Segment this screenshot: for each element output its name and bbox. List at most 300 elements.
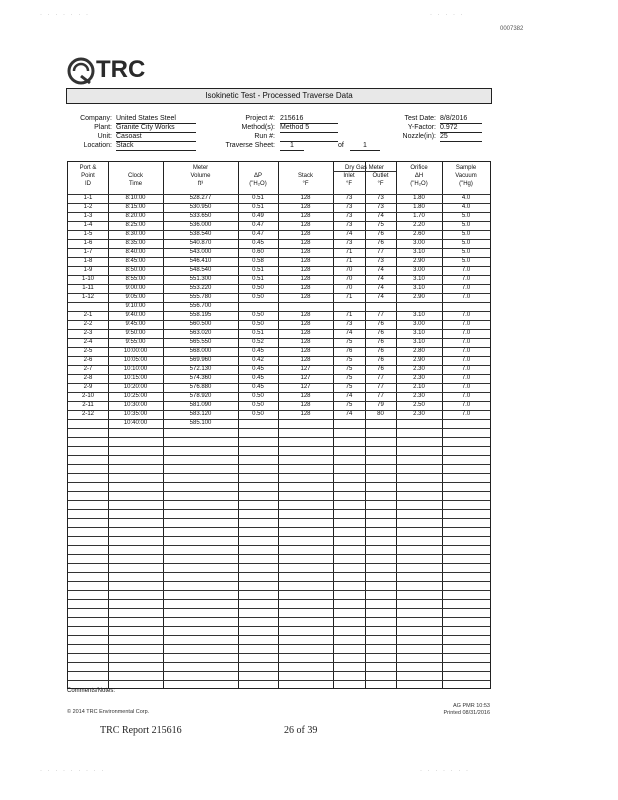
table-cell: 2-11 bbox=[82, 402, 94, 408]
table-cell: 128 bbox=[300, 249, 311, 255]
table-cell: 73 bbox=[377, 258, 384, 264]
table-cell: 7.0 bbox=[461, 393, 471, 399]
table-cell: 75 bbox=[345, 339, 353, 345]
table-cell: 583.120 bbox=[189, 411, 212, 417]
hdr-vacuum: Sample Vacuum ("Hg) bbox=[455, 165, 477, 187]
table-cell: 8:10:00 bbox=[125, 195, 146, 201]
testdate-label: Test Date: bbox=[404, 115, 436, 122]
table-cell: 8:15:00 bbox=[125, 204, 146, 210]
table-cell: 76 bbox=[377, 366, 384, 372]
hdr-stack: Stack °F bbox=[297, 173, 313, 187]
table-cell: 2.30 bbox=[413, 411, 425, 417]
table-cell: 3.00 bbox=[413, 321, 425, 327]
table-cell: 3.10 bbox=[413, 276, 425, 282]
dgm-group-line bbox=[333, 171, 396, 172]
table-cell bbox=[238, 419, 278, 428]
table-row-line bbox=[68, 500, 490, 501]
table-cell: 8:40:00 bbox=[125, 249, 146, 255]
table-cell: 75 bbox=[345, 402, 353, 408]
location-value: Stack bbox=[116, 142, 196, 151]
table-cell: 2-8 bbox=[83, 375, 93, 381]
yfactor-label: Y-Factor: bbox=[407, 124, 436, 131]
table-row-line bbox=[68, 545, 490, 546]
table-cell: 76 bbox=[345, 348, 353, 354]
traverse-of: of bbox=[338, 142, 344, 149]
table-cell: 9:55:00 bbox=[125, 339, 146, 345]
hdr-dgm-group: Dry Gas Meter bbox=[344, 165, 384, 171]
table-cell: 128 bbox=[300, 321, 311, 327]
table-cell: 2.80 bbox=[413, 348, 425, 354]
table-cell: 1-3 bbox=[83, 213, 93, 219]
table-cell: 530.950 bbox=[189, 204, 212, 210]
table-row-line bbox=[68, 509, 490, 510]
table-cell: 76 bbox=[377, 339, 384, 345]
table-cell: 0.50 bbox=[252, 285, 264, 291]
table-cell: 569.960 bbox=[189, 357, 212, 363]
plant-value: Granite City Works bbox=[116, 124, 196, 133]
table-cell: 574.360 bbox=[189, 375, 212, 381]
table-cell: 0.58 bbox=[252, 258, 264, 264]
table-cell: 7.0 bbox=[461, 339, 471, 345]
table-cell: 0.60 bbox=[252, 249, 264, 255]
table-cell: 2.10 bbox=[413, 384, 425, 390]
table-cell: 1-9 bbox=[83, 267, 93, 273]
table-cell: 8:35:00 bbox=[125, 240, 146, 246]
table-cell: 8:55:00 bbox=[125, 276, 146, 282]
run-value bbox=[280, 133, 338, 142]
table-cell: 128 bbox=[300, 222, 311, 228]
table-cell: 7.0 bbox=[461, 366, 471, 372]
traverse-label: Traverse Sheet: bbox=[225, 142, 275, 149]
table-cell: 2.50 bbox=[413, 402, 425, 408]
table-cell: 128 bbox=[300, 231, 311, 237]
traverse-table bbox=[67, 161, 491, 689]
table-cell bbox=[68, 419, 108, 428]
table-cell: 9:40:00 bbox=[125, 312, 146, 318]
table-cell: 2-6 bbox=[83, 357, 93, 363]
table-cell: 2.90 bbox=[413, 258, 425, 264]
table-cell: 2-12 bbox=[81, 411, 94, 417]
table-cell: 0.47 bbox=[252, 231, 264, 237]
table-cell: 7.0 bbox=[461, 411, 471, 417]
table-cell: 2-7 bbox=[83, 366, 93, 372]
table-cell: 77 bbox=[377, 375, 384, 381]
table-cell: 8:45:00 bbox=[125, 258, 146, 264]
table-cell: 8:30:00 bbox=[125, 231, 146, 237]
table-row-line bbox=[68, 680, 490, 681]
table-cell: 128 bbox=[300, 294, 311, 300]
table-cell: 563.020 bbox=[189, 330, 212, 336]
table-cell: 585.100 bbox=[189, 420, 212, 426]
table-cell: 7.0 bbox=[461, 357, 471, 363]
table-cell bbox=[333, 302, 365, 311]
table-cell: 128 bbox=[300, 285, 311, 291]
table-cell: 2.20 bbox=[413, 222, 425, 228]
table-cell: 5.0 bbox=[461, 231, 471, 237]
table-cell: 551.300 bbox=[189, 276, 212, 282]
table-cell: 128 bbox=[300, 258, 311, 264]
table-cell: 5.0 bbox=[461, 222, 471, 228]
table-cell: 128 bbox=[300, 240, 311, 246]
page-title: Isokinetic Test - Processed Traverse Data bbox=[66, 88, 492, 104]
hdr-clock: Clock Time bbox=[127, 173, 143, 187]
table-cell: 0.42 bbox=[252, 357, 264, 363]
table-cell: 0.51 bbox=[252, 204, 264, 210]
table-cell: 2.30 bbox=[413, 375, 425, 381]
scan-dots-bottom-left: · · · · · · · · · bbox=[40, 768, 106, 774]
table-cell: 74 bbox=[345, 330, 353, 336]
table-cell: 5.0 bbox=[461, 249, 471, 255]
table-cell: 555.780 bbox=[189, 294, 212, 300]
table-cell: 2.90 bbox=[413, 294, 425, 300]
table-cell: 7.0 bbox=[461, 330, 471, 336]
table-cell: 5.0 bbox=[461, 240, 471, 246]
table-cell: 70 bbox=[345, 285, 353, 291]
table-cell: 7.0 bbox=[461, 276, 471, 282]
table-cell: 74 bbox=[377, 213, 384, 219]
table-cell: 543.000 bbox=[189, 249, 212, 255]
table-row-line bbox=[68, 491, 490, 492]
table-cell: 128 bbox=[300, 267, 311, 273]
copyright: © 2014 TRC Environmental Corp. bbox=[67, 709, 150, 715]
table-cell: 578.920 bbox=[189, 393, 212, 399]
table-cell: 76 bbox=[377, 231, 384, 237]
table-cell: 74 bbox=[377, 294, 384, 300]
footer-printed: Printed 08/31/2016 bbox=[443, 710, 490, 716]
table-cell bbox=[442, 419, 490, 428]
table-cell: 0.50 bbox=[252, 312, 264, 318]
report-title: TRC Report 215616 bbox=[100, 725, 182, 736]
table-cell bbox=[68, 302, 108, 311]
table-cell: 128 bbox=[300, 213, 311, 219]
table-cell: 71 bbox=[345, 258, 353, 264]
run-label: Run #: bbox=[254, 133, 275, 140]
table-cell: 7.0 bbox=[461, 294, 471, 300]
table-cell: 1-11 bbox=[82, 285, 94, 291]
company-value: United States Steel bbox=[116, 115, 196, 124]
table-cell: 0.45 bbox=[252, 366, 264, 372]
table-cell: 8:20:00 bbox=[125, 213, 146, 219]
table-row-line bbox=[68, 518, 490, 519]
table-cell: 2.60 bbox=[413, 231, 425, 237]
table-cell: 70 bbox=[345, 276, 353, 282]
table-row-line bbox=[68, 644, 490, 645]
table-cell: 2-9 bbox=[83, 384, 93, 390]
table-cell: 71 bbox=[345, 294, 353, 300]
table-cell: 556.700 bbox=[189, 303, 212, 309]
table-cell: 576.880 bbox=[189, 384, 212, 390]
table-cell: 4.0 bbox=[461, 195, 471, 201]
table-row-line bbox=[68, 617, 490, 618]
table-cell: 0.50 bbox=[252, 402, 264, 408]
table-cell: 4.0 bbox=[461, 204, 471, 210]
table-cell: 10:40:00 bbox=[123, 420, 148, 426]
nozzle-value: 25 bbox=[440, 133, 482, 142]
table-cell: 1.80 bbox=[413, 204, 425, 210]
table-cell: 75 bbox=[345, 375, 353, 381]
scan-dots-left: · · · · · · · bbox=[40, 12, 90, 18]
table-cell: 74 bbox=[377, 285, 384, 291]
table-cell bbox=[365, 302, 396, 311]
table-cell: 10:15:00 bbox=[123, 375, 148, 381]
table-cell: 0.51 bbox=[252, 276, 264, 282]
table-cell: 76 bbox=[377, 348, 384, 354]
table-cell: 2-4 bbox=[83, 339, 93, 345]
table-cell: 77 bbox=[377, 393, 384, 399]
page-id: 0007382 bbox=[500, 26, 524, 32]
table-cell: 128 bbox=[300, 204, 311, 210]
methods-value: Method 5 bbox=[280, 124, 338, 133]
table-cell: 9:50:00 bbox=[125, 330, 146, 336]
table-row-line bbox=[68, 653, 490, 654]
table-row-line bbox=[68, 536, 490, 537]
table-row-line bbox=[68, 599, 490, 600]
table-row-line bbox=[68, 581, 490, 582]
table-cell: 7.0 bbox=[461, 321, 471, 327]
table-cell: 560.500 bbox=[189, 321, 212, 327]
table-cell: 128 bbox=[300, 339, 311, 345]
table-cell: 0.45 bbox=[252, 348, 264, 354]
trc-logo bbox=[66, 56, 162, 86]
unit-value: Casoast bbox=[116, 133, 196, 142]
table-cell: 558.195 bbox=[189, 312, 212, 318]
table-row-line bbox=[68, 473, 490, 474]
table-cell: 1-4 bbox=[83, 222, 93, 228]
table-cell: 128 bbox=[300, 330, 311, 336]
project-value: 215616 bbox=[280, 115, 338, 124]
table-row-line bbox=[68, 671, 490, 672]
table-cell: 128 bbox=[300, 402, 311, 408]
unit-label: Unit: bbox=[97, 133, 112, 140]
table-cell: 581.090 bbox=[189, 402, 212, 408]
table-cell: 73 bbox=[377, 204, 384, 210]
plant-label: Plant: bbox=[94, 124, 112, 131]
nozzle-label: Nozzle(in): bbox=[402, 133, 436, 140]
table-row-line bbox=[68, 527, 490, 528]
table-cell: 127 bbox=[300, 366, 311, 372]
table-cell bbox=[442, 302, 490, 311]
table-cell: 0.45 bbox=[252, 240, 264, 246]
table-cell: 73 bbox=[377, 195, 384, 201]
trc-swirl-icon bbox=[66, 56, 96, 86]
table-cell: 565.550 bbox=[189, 339, 212, 345]
table-cell: 1-10 bbox=[81, 276, 94, 282]
table-cell: 5.0 bbox=[461, 213, 471, 219]
table-cell bbox=[278, 302, 333, 311]
table-cell: 74 bbox=[345, 231, 353, 237]
table-cell bbox=[396, 302, 442, 311]
project-label: Project #: bbox=[245, 115, 275, 122]
table-row-line bbox=[68, 572, 490, 573]
table-cell: 10:00:00 bbox=[123, 348, 148, 354]
testdate-value: 8/8/2016 bbox=[440, 115, 482, 124]
company-label: Company: bbox=[80, 115, 112, 122]
table-cell: 75 bbox=[345, 384, 353, 390]
table-row-line bbox=[68, 608, 490, 609]
table-row-line bbox=[68, 662, 490, 663]
table-cell: 9:05:00 bbox=[125, 294, 146, 300]
table-cell: 8:50:00 bbox=[125, 267, 146, 273]
table-cell: 0.50 bbox=[252, 393, 264, 399]
table-cell: 2-5 bbox=[83, 348, 93, 354]
table-cell: 76 bbox=[377, 357, 384, 363]
table-cell: 7.0 bbox=[461, 402, 471, 408]
table-cell: 10:30:00 bbox=[123, 402, 148, 408]
table-cell: 3.10 bbox=[413, 339, 425, 345]
table-cell: 0.50 bbox=[252, 411, 264, 417]
table-row-line bbox=[68, 635, 490, 636]
table-cell: 128 bbox=[300, 357, 311, 363]
table-row-line bbox=[68, 482, 490, 483]
table-cell: 127 bbox=[300, 384, 311, 390]
table-cell: 3.10 bbox=[413, 330, 425, 336]
table-cell: 7.0 bbox=[461, 267, 471, 273]
table-cell: 9:45:00 bbox=[125, 321, 146, 327]
table-row-line bbox=[68, 464, 490, 465]
table-cell bbox=[396, 419, 442, 428]
table-cell: 77 bbox=[377, 249, 384, 255]
table-cell: 10:10:00 bbox=[123, 366, 148, 372]
table-cell: 0.52 bbox=[252, 339, 264, 345]
table-cell: 3.10 bbox=[413, 249, 425, 255]
table-cell: 7.0 bbox=[461, 312, 471, 318]
table-cell: 1-7 bbox=[83, 249, 93, 255]
table-cell: 76 bbox=[377, 321, 384, 327]
table-cell: 1-5 bbox=[83, 231, 93, 237]
hdr-inlet: Inlet °F bbox=[343, 173, 355, 187]
footer-agency: AG PMR 10:53 bbox=[453, 703, 490, 709]
table-row-line bbox=[68, 626, 490, 627]
logo-text: TRC bbox=[96, 56, 146, 83]
hdr-point: Port & Point ID bbox=[79, 165, 97, 187]
table-cell: 0.50 bbox=[252, 294, 264, 300]
location-label: Location: bbox=[83, 142, 112, 149]
table-cell: 0.51 bbox=[252, 195, 264, 201]
table-cell: 3.10 bbox=[413, 285, 425, 291]
table-cell: 0.51 bbox=[252, 267, 264, 273]
methods-label: Method(s): bbox=[241, 124, 275, 131]
table-cell bbox=[238, 302, 278, 311]
table-cell: 73 bbox=[345, 204, 353, 210]
table-cell: 74 bbox=[345, 393, 353, 399]
table-row-line bbox=[68, 446, 490, 447]
table-cell: 1-8 bbox=[83, 258, 93, 264]
table-cell: 10:20:00 bbox=[123, 384, 148, 390]
table-cell: 73 bbox=[345, 195, 353, 201]
table-cell: 2.30 bbox=[413, 366, 425, 372]
table-cell: 568.000 bbox=[189, 348, 212, 354]
table-cell: 1-1 bbox=[83, 195, 93, 201]
table-cell: 3.00 bbox=[413, 267, 425, 273]
table-cell: 74 bbox=[377, 276, 384, 282]
page-number: 26 of 39 bbox=[284, 725, 318, 736]
table-cell: 0.49 bbox=[252, 213, 264, 219]
table-cell: 79 bbox=[377, 402, 384, 408]
table-cell: 3.10 bbox=[413, 312, 425, 318]
table-cell: 546.410 bbox=[189, 258, 212, 264]
table-cell: 528.277 bbox=[189, 195, 212, 201]
table-cell: 9:00:00 bbox=[125, 285, 146, 291]
table-cell: 80 bbox=[377, 411, 384, 417]
table-cell: 77 bbox=[377, 384, 384, 390]
table-cell bbox=[365, 419, 396, 428]
table-cell: 2-1 bbox=[83, 312, 93, 318]
table-cell: 553.220 bbox=[189, 285, 212, 291]
hdr-orifice: Orifice ΔH ("H₂O) bbox=[410, 165, 428, 187]
table-cell: 128 bbox=[300, 393, 311, 399]
table-cell: 548.540 bbox=[189, 267, 212, 273]
table-cell: 5.0 bbox=[461, 258, 471, 264]
traverse-value-a: 1 bbox=[280, 142, 304, 151]
yfactor-value: 0.972 bbox=[440, 124, 482, 133]
table-cell: 76 bbox=[377, 240, 384, 246]
table-cell: 128 bbox=[300, 348, 311, 354]
table-cell: 75 bbox=[377, 222, 384, 228]
table-cell: 7.0 bbox=[461, 384, 471, 390]
table-cell: 77 bbox=[377, 312, 384, 318]
table-cell: 2-2 bbox=[83, 321, 93, 327]
table-cell: 572.130 bbox=[189, 366, 212, 372]
table-cell: 71 bbox=[345, 249, 353, 255]
table-cell: 128 bbox=[300, 276, 311, 282]
table-cell: 2.30 bbox=[413, 393, 425, 399]
table-cell: 536.000 bbox=[189, 222, 212, 228]
table-cell: 7.0 bbox=[461, 348, 471, 354]
table-cell: 10:35:00 bbox=[123, 411, 148, 417]
table-cell: 10:25:00 bbox=[123, 393, 148, 399]
table-cell: 2.90 bbox=[413, 357, 425, 363]
table-cell: 0.50 bbox=[252, 321, 264, 327]
table-cell: 540.870 bbox=[189, 240, 212, 246]
table-cell: 0.47 bbox=[252, 222, 264, 228]
table-cell: 1-6 bbox=[83, 240, 93, 246]
table-cell: 71 bbox=[345, 312, 353, 318]
table-cell: 538.540 bbox=[189, 231, 212, 237]
table-cell: 2-10 bbox=[81, 393, 94, 399]
table-cell: 7.0 bbox=[461, 375, 471, 381]
table-cell: 70 bbox=[345, 267, 353, 273]
scan-dots-bottom-right: · · · · · · · bbox=[420, 768, 470, 774]
table-cell: 76 bbox=[377, 330, 384, 336]
table-row-line bbox=[68, 590, 490, 591]
table-cell: 127 bbox=[300, 375, 311, 381]
table-cell: 0.45 bbox=[252, 375, 264, 381]
table-cell: 74 bbox=[377, 267, 384, 273]
table-cell: 1-2 bbox=[83, 204, 93, 210]
table-cell: 128 bbox=[300, 312, 311, 318]
table-cell: 3.00 bbox=[413, 240, 425, 246]
table-cell: 8:25:00 bbox=[125, 222, 146, 228]
table-row-line bbox=[68, 455, 490, 456]
table-cell: 0.51 bbox=[252, 330, 264, 336]
hdr-dp: ΔP ("H₂O) bbox=[249, 173, 267, 187]
table-cell: 7.0 bbox=[461, 285, 471, 291]
table-cell bbox=[333, 419, 365, 428]
table-row-line bbox=[68, 437, 490, 438]
table-cell: 1.80 bbox=[413, 195, 425, 201]
table-cell: 128 bbox=[300, 195, 311, 201]
table-row-line bbox=[68, 554, 490, 555]
table-cell: 1-12 bbox=[81, 294, 94, 300]
table-cell: 73 bbox=[345, 321, 353, 327]
table-cell: 10:05:00 bbox=[123, 357, 148, 363]
table-cell: 75 bbox=[345, 357, 353, 363]
table-row-line bbox=[68, 428, 490, 429]
hdr-outlet: Outlet °F bbox=[372, 173, 389, 187]
table-cell: 533.650 bbox=[189, 213, 212, 219]
table-cell bbox=[278, 419, 333, 428]
comments-label: Comments/Notes: bbox=[67, 688, 116, 694]
